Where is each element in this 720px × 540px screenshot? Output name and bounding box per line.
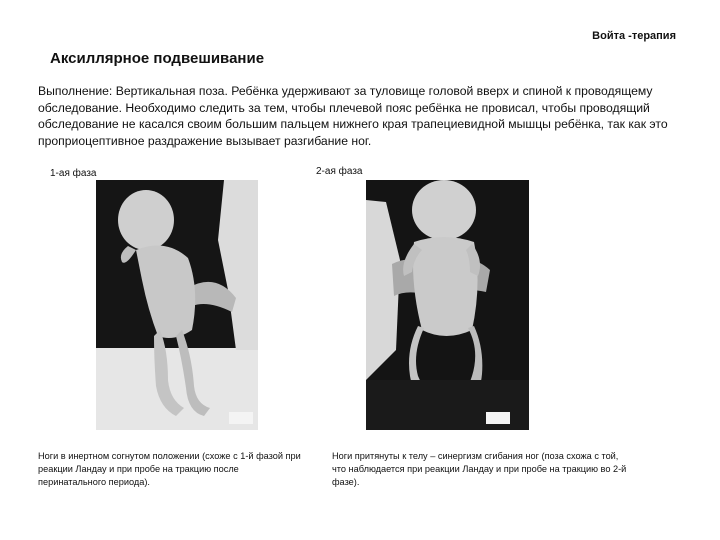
photo-phase-1 [96,180,258,430]
header-tag: Войта -терапия [592,30,676,42]
photo-phase-2 [366,180,529,430]
page-title: Аксиллярное подвешивание [50,50,265,67]
description-text: Выполнение: Вертикальная поза. Ребёнка удерживают за туловище головой вверх и спиной к проводящему обследование. Необходимо следить за тем, чтобы плечевой пояс ребёнка не провисал, чтобы проводящий обследование не касался своим большим пальцем нижнего края трапециевидной мышцы ребёнка, так как это проприоцептивное раздражение вызывает разгибание ног. [38,84,668,148]
phase-1-label: 1-ая фаза [50,168,97,179]
phase-2-label: 2-ая фаза [316,166,363,177]
phase-2-caption: Ноги притянуты к телу – синергизм сгибания ног (поза схожа с той, что наблюдается при реакции Ландау и при пробе на тракцию во 2-й фазе). [332,451,627,487]
phase-1-caption: Ноги в инертном согнутом положении (схоже с 1-й фазой при реакции Ландау и при пробе на тракцию после перинатального периода). [38,451,301,487]
